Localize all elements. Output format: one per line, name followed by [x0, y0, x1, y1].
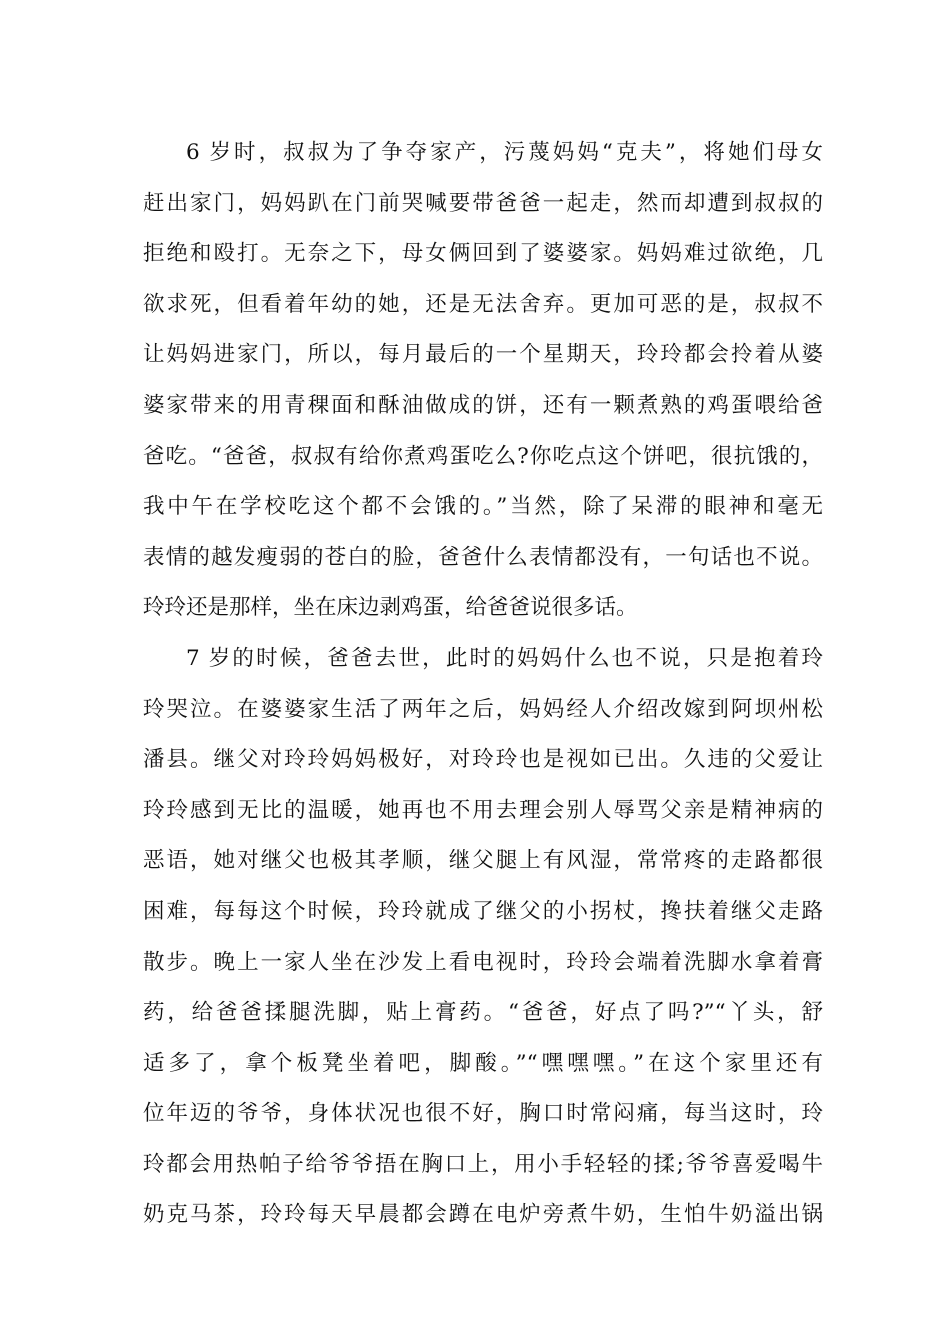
- paragraph-1-line-9: 表情的越发瘦弱的苍白的脸，爸爸什么表情都没有，一句话也不说。: [143, 544, 823, 570]
- paragraph-2-line-6: 困难，每每这个时候，玲玲就成了继父的小拐杖，搀扶着继父走路: [143, 898, 823, 924]
- paragraph-2-line-10: 位年迈的爷爷，身体状况也很不好，胸口时常闷痛，每当这时，玲: [143, 1101, 823, 1127]
- paragraph-2-line-5: 恶语，她对继父也极其孝顺，继父腿上有风湿，常常疼的走路都很: [143, 848, 823, 874]
- body-text: [143, 128, 823, 1241]
- paragraph-2-line-7: 散步。晚上一家人坐在沙发上看电视时，玲玲会端着洗脚水拿着膏: [143, 949, 823, 975]
- paragraph-2-line-9: 适多了，拿个板凳坐着吧，脚酸。”“嘿嘿嘿。”在这个家里还有: [143, 1050, 823, 1076]
- paragraph-1-line-8: 我中午在学校吃这个都不会饿的。”当然，除了呆滞的眼神和毫无: [143, 494, 823, 520]
- paragraph-1-line-2: 赶出家门，妈妈趴在门前哭喊要带爸爸一起走，然而却遭到叔叔的: [143, 190, 823, 216]
- paragraph-1-line-5: 让妈妈进家门，所以，每月最后的一个星期天，玲玲都会拎着从婆: [143, 342, 823, 368]
- paragraph-1-line-3: 拒绝和殴打。无奈之下，母女俩回到了婆婆家。妈妈难过欲绝，几: [143, 241, 823, 267]
- paragraph-1-line-6: 婆家带来的用青稞面和酥油做成的饼，还有一颗煮熟的鸡蛋喂给爸: [143, 392, 823, 418]
- paragraph-2-line-2: 玲哭泣。在婆婆家生活了两年之后，妈妈经人介绍改嫁到阿坝州松: [143, 696, 823, 722]
- paragraph-2-line-12: 奶克马茶，玲玲每天早晨都会蹲在电炉旁煮牛奶，生怕牛奶溢出锅: [143, 1202, 823, 1228]
- paragraph-1-line-4: 欲求死，但看着年幼的她，还是无法舍弃。更加可恶的是，叔叔不: [143, 291, 823, 317]
- paragraph-1-line-1: 6 岁时，叔叔为了争夺家产，污蔑妈妈“克夫”，将她们母女: [186, 140, 823, 165]
- paragraph-1-line-7: 爸吃。“爸爸，叔叔有给你煮鸡蛋吃么?你吃点这个饼吧，很抗饿的，: [143, 443, 823, 469]
- paragraph-2-line-8: 药，给爸爸揉腿洗脚，贴上膏药。“爸爸，好点了吗?”“丫头，舒: [143, 1000, 823, 1026]
- paragraph-2-line-11: 玲都会用热帕子给爷爷捂在胸口上，用小手轻轻的揉;爷爷喜爱喝牛: [143, 1151, 823, 1177]
- paragraph-1-line-10: 玲玲还是那样，坐在床边剥鸡蛋，给爸爸说很多话。: [143, 595, 638, 621]
- paragraph-2-line-4: 玲玲感到无比的温暖，她再也不用去理会别人辱骂父亲是精神病的: [143, 797, 823, 823]
- paragraph-2-line-3: 潘县。继父对玲玲妈妈极好，对玲玲也是视如已出。久违的父爱让: [143, 747, 823, 773]
- paragraph-2-line-1: 7 岁的时候，爸爸去世，此时的妈妈什么也不说，只是抱着玲: [186, 645, 823, 671]
